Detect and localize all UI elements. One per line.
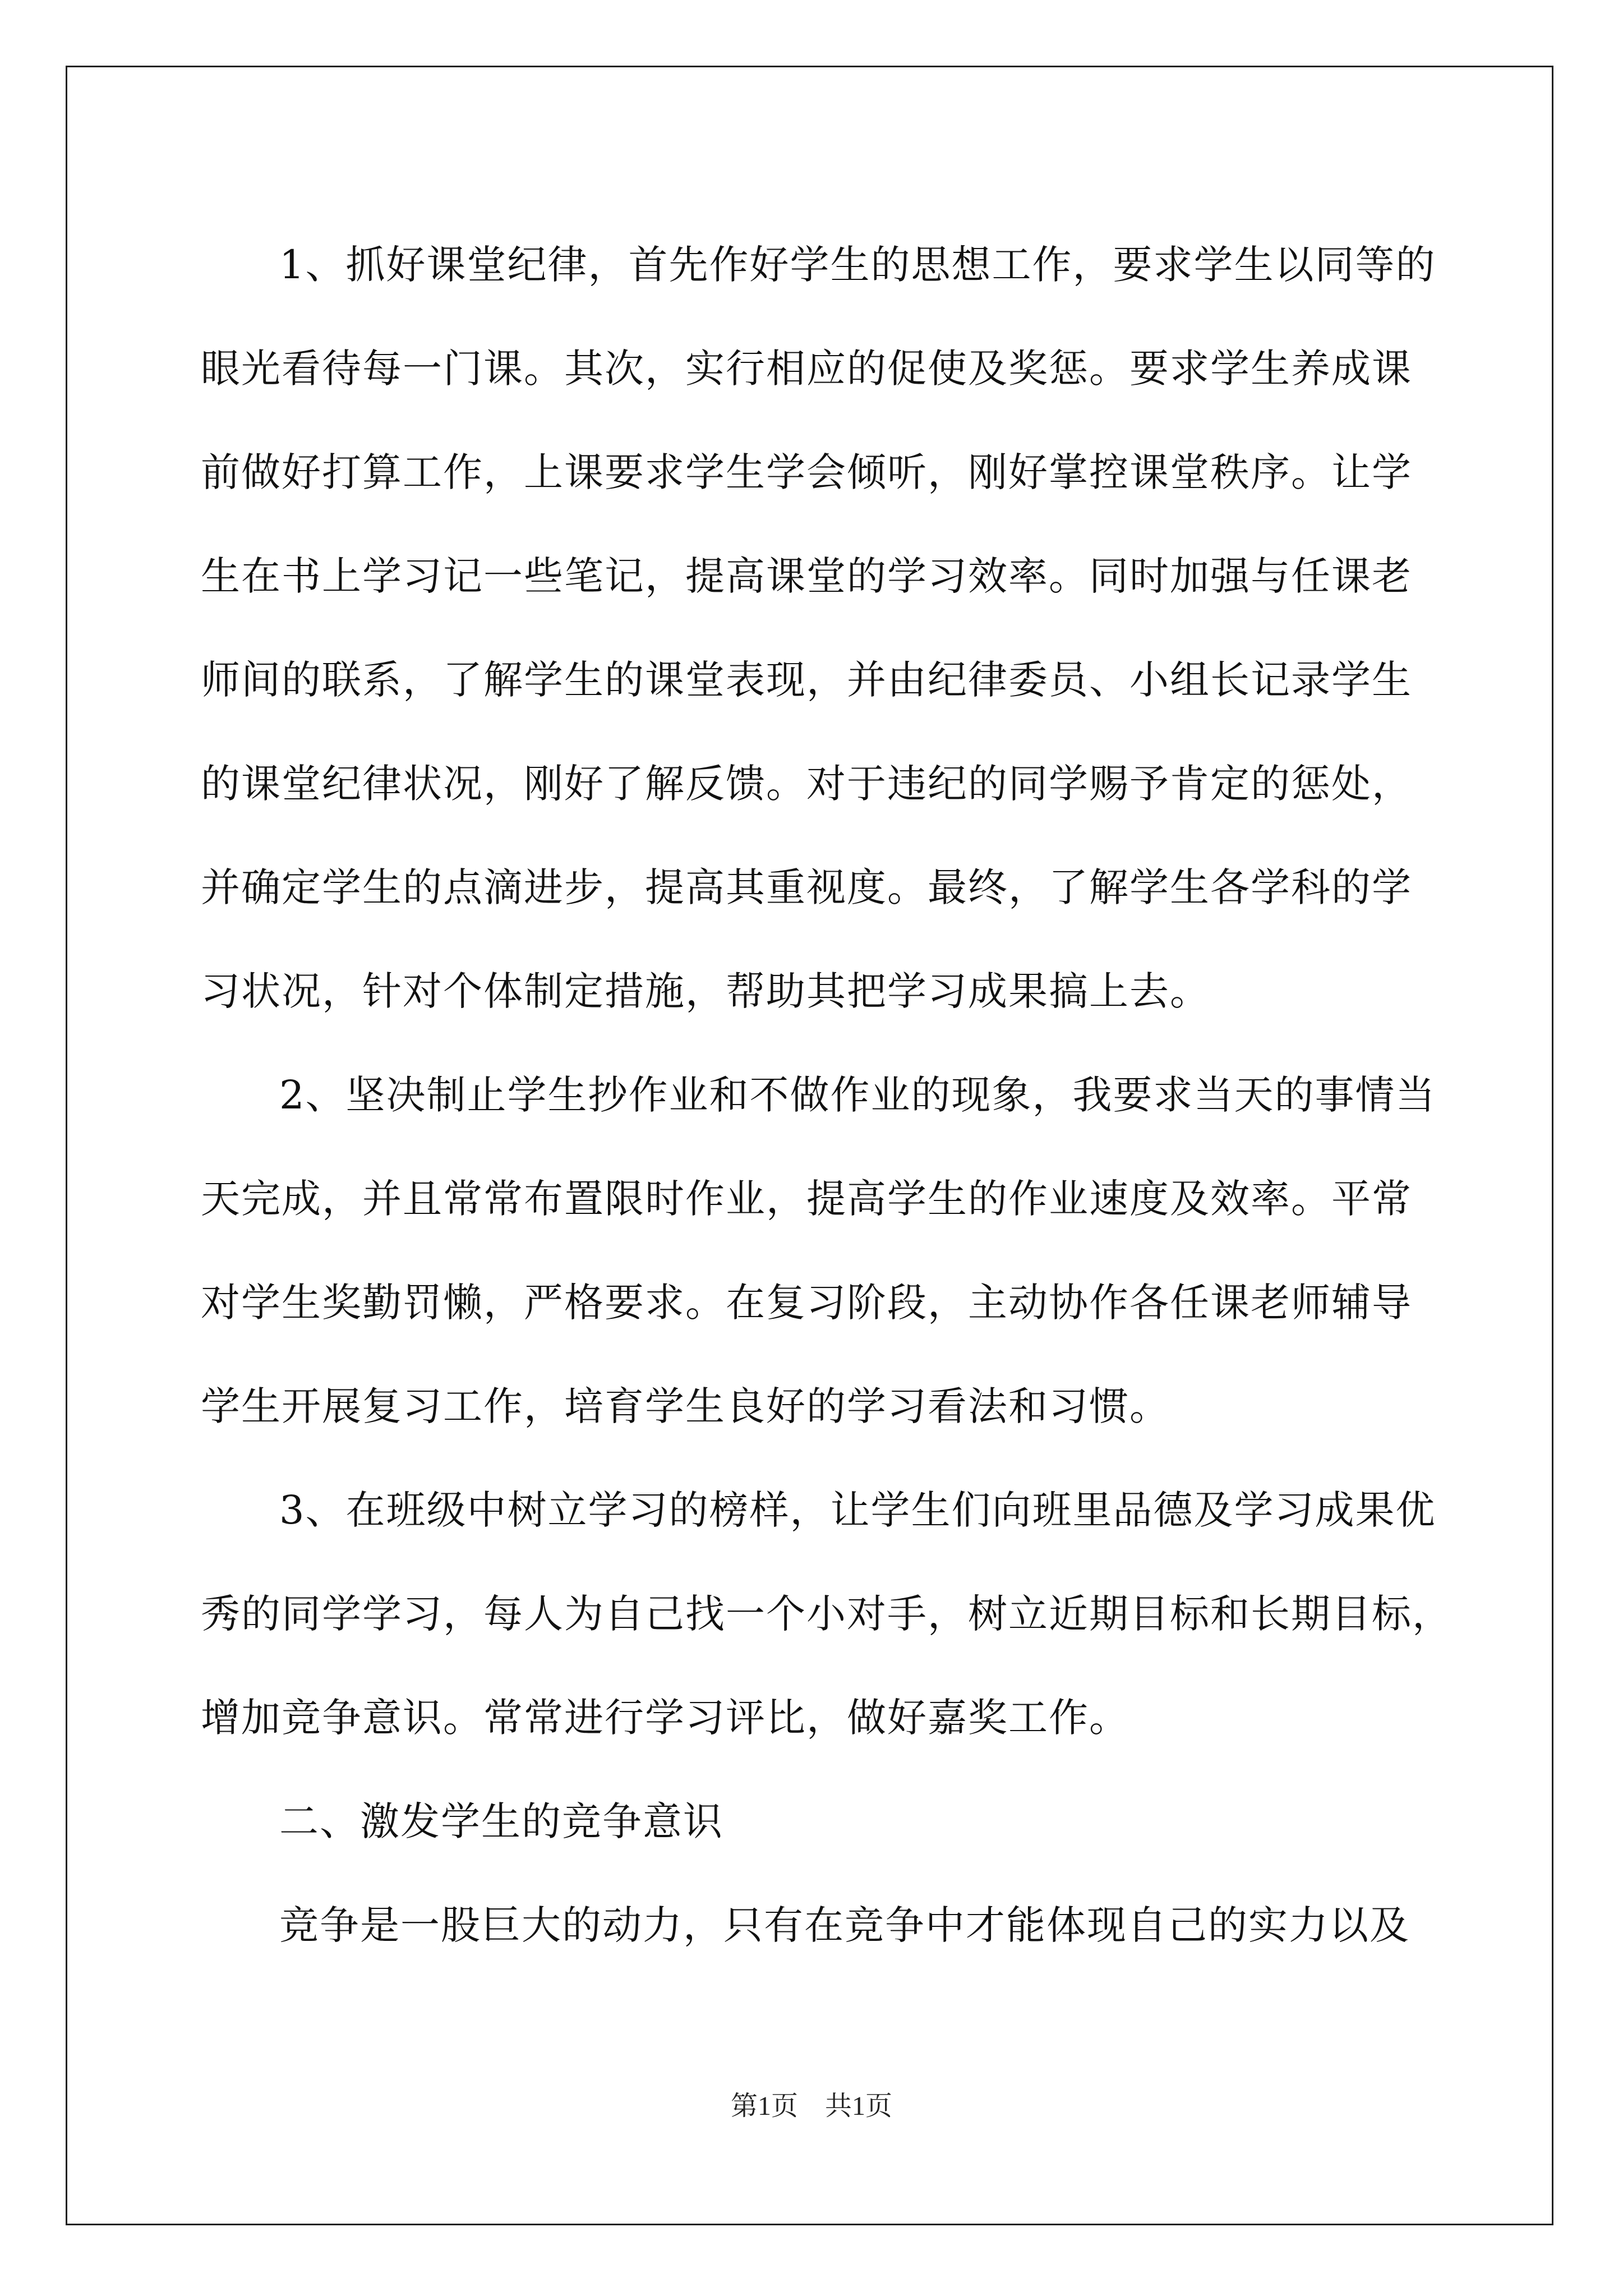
text-line: 学生开展复习工作，培育学生良好的学习看法和习惯。 bbox=[201, 1383, 1170, 1429]
text-line: 天完成，并且常常布置限时作业，提高学生的作业速度及效率。平常 bbox=[201, 1176, 1412, 1222]
text-line: 的课堂纪律状况，刚好了解反馈。对于违纪的同学赐予肯定的惩处， bbox=[201, 761, 1412, 807]
text-line: 3、在班级中树立学习的榜样，让学生们向班里品德及学习成果优 bbox=[279, 1487, 1436, 1533]
section-heading: 二、激发学生的竞争意识 bbox=[279, 1798, 723, 1844]
text-line: 2、坚决制止学生抄作业和不做作业的现象，我要求当天的事情当 bbox=[279, 1072, 1436, 1118]
text-line: 秀的同学学习，每人为自己找一个小对手，树立近期目标和长期目标， bbox=[201, 1591, 1453, 1637]
page-number-footer: 第1页 共1页 bbox=[730, 2091, 892, 2121]
text-line: 1、抓好课堂纪律，首先作好学生的思想工作，要求学生以同等的 bbox=[279, 242, 1436, 288]
text-line: 前做好打算工作，上课要求学生学会倾听，刚好掌控课堂秩序。让学 bbox=[201, 449, 1412, 495]
text-line: 眼光看待每一门课。其次，实行相应的促使及奖惩。要求学生养成课 bbox=[201, 346, 1412, 392]
text-line: 增加竞争意识。常常进行学习评比，做好嘉奖工作。 bbox=[201, 1695, 1129, 1741]
text-line: 并确定学生的点滴进步，提高其重视度。最终，了解学生各学科的学 bbox=[201, 864, 1412, 910]
text-line: 对学生奖勤罚懒，严格要求。在复习阶段，主动协作各任课老师辅导 bbox=[201, 1280, 1412, 1326]
document-body bbox=[201, 213, 1453, 1977]
text-line: 竞争是一股巨大的动力，只有在竞争中才能体现自己的实力以及 bbox=[279, 1902, 1410, 1948]
text-line: 生在书上学习记一些笔记，提高课堂的学习效率。同时加强与任课老 bbox=[201, 553, 1412, 599]
text-line: 师间的联系，了解学生的课堂表现，并由纪律委员、小组长记录学生 bbox=[201, 657, 1412, 703]
text-line: 习状况，针对个体制定措施，帮助其把学习成果搞上去。 bbox=[201, 968, 1210, 1014]
